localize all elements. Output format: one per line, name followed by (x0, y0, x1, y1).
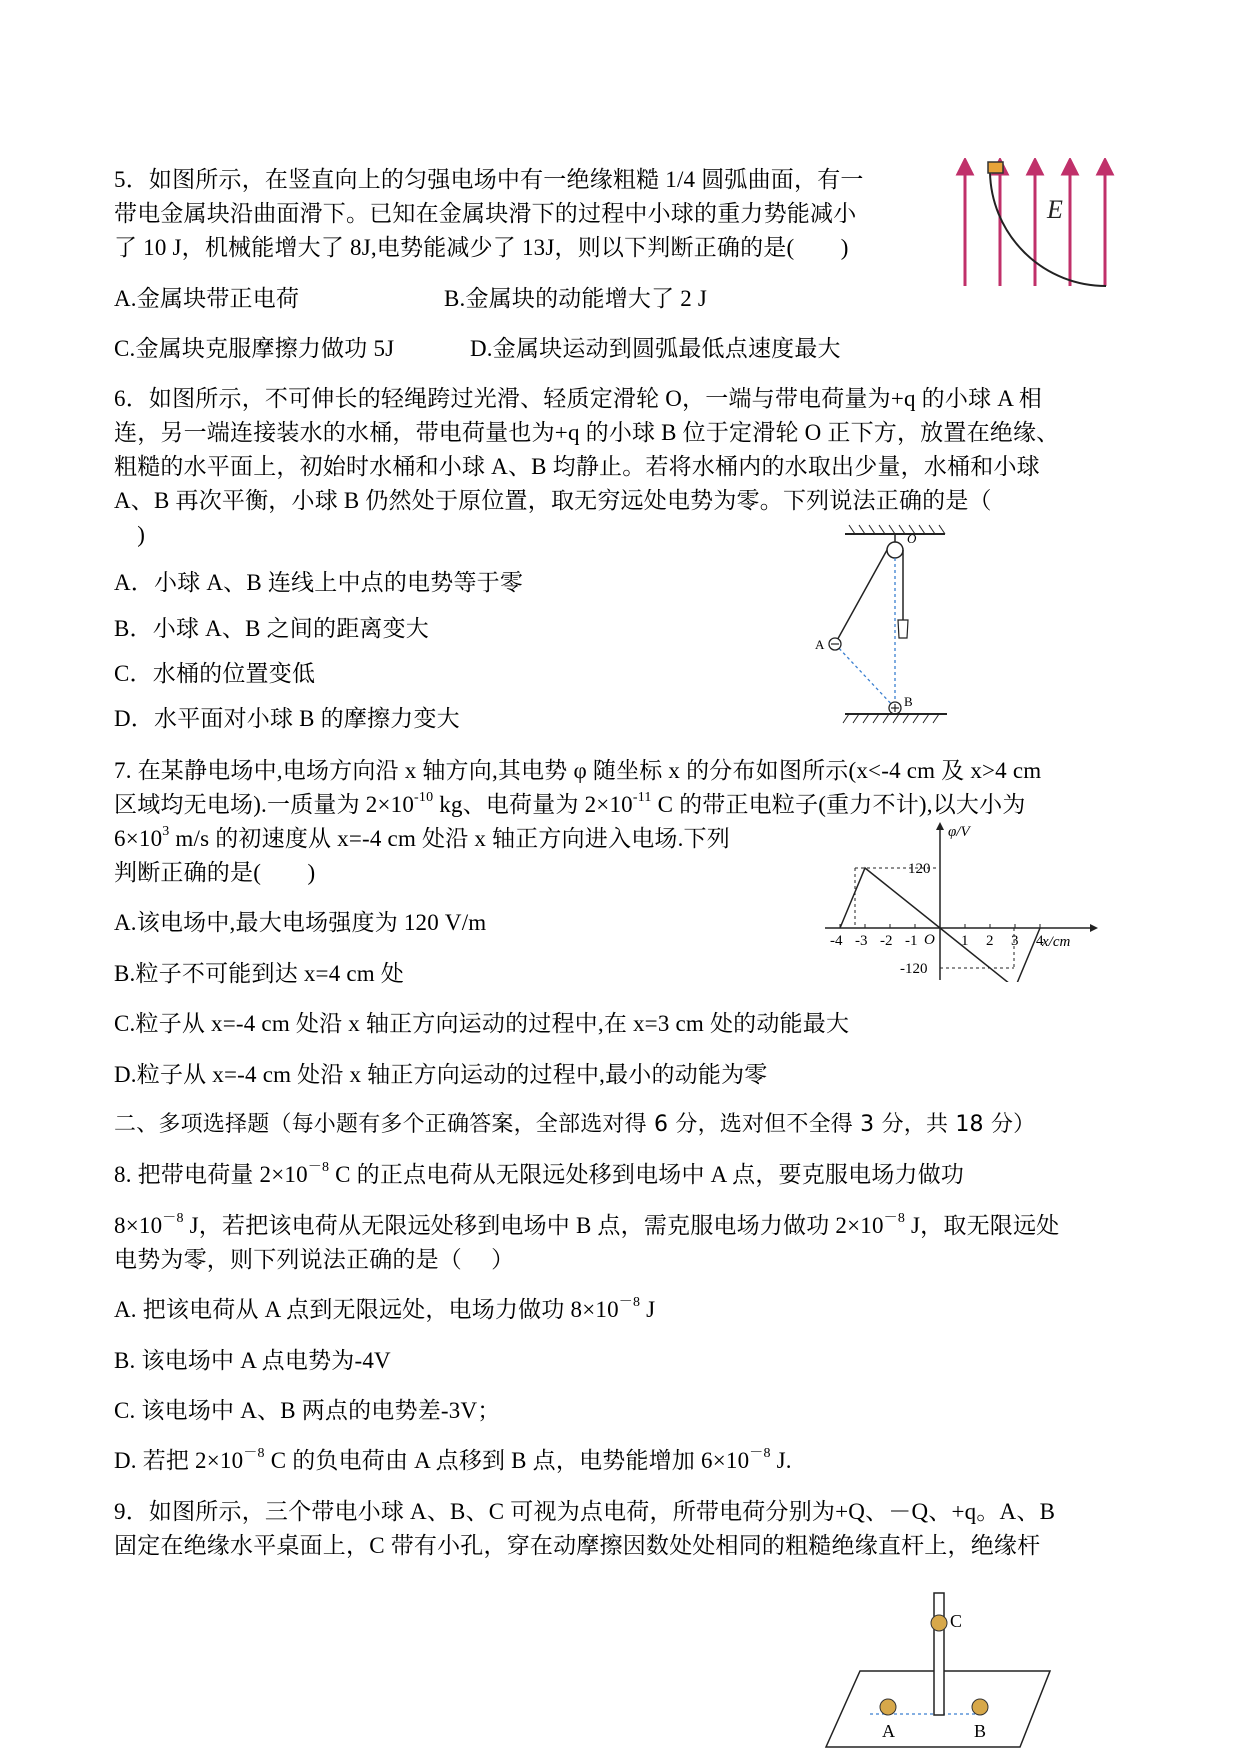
q7-option-c: C.粒子从 x=-4 cm 处沿 x 轴正方向运动的过程中,在 x=3 cm 处的动能最大 (114, 1011, 850, 1036)
ball-a-label: A (815, 637, 825, 652)
q6-option-a: A．小球 A、B 连线上中点的电势等于零 (114, 570, 524, 595)
x-tick-label: 3 (1011, 933, 1019, 949)
x-tick-label: 4 (1036, 933, 1044, 949)
section-2-heading: 二、多项选择题（每小题有多个正确答案，全部选对得 6 分，选对但不全得 3 分，共 18 分） (114, 1112, 1036, 1137)
q7-line-4: 判断正确的是( ) (114, 860, 316, 885)
q7-line-3: $6\times 10^3$ m/s 的初速度从 x=-4 cm 处沿 x 轴正方向进入电场.下列 (114, 824, 730, 851)
q6-line-1: 6．如图所示，不可伸长的轻绳跨过光滑、轻质定滑轮 O，一端与带电荷量为+q 的小球 A 相 (114, 386, 1042, 411)
q8-line-2: $8\times 10^{-8}$ J，若把该电荷从无限远处移到电场中 B 点，需克服电场力做功 $2\times 10^{-8}$ J，取无限远处 (114, 1211, 1060, 1238)
x-tick-label: 1 (961, 933, 969, 949)
tick-neg-120: -120 (900, 961, 928, 977)
q7-option-d: D.粒子从 x=-4 cm 处沿 x 轴正方向运动的过程中,最小的动能为零 (114, 1062, 768, 1087)
x-tick-label: 2 (986, 933, 994, 949)
q9-figure-charges (810, 1585, 1060, 1750)
x-tick-label: -1 (905, 933, 918, 949)
q8-option-a: A. 把该电荷从 A 点到无限远处，电场力做功 $8\times 10^{-8}$ J (114, 1295, 656, 1322)
q9-line-2: 固定在绝缘水平桌面上，C 带有小孔，穿在动摩擦因数处处相同的粗糙绝缘直杆上，绝缘杆 (114, 1533, 1041, 1558)
q7-line-1: 7. 在某静电场中,电场方向沿 x 轴方向,其电势 φ 随坐标 x 的分布如图所示(x<-4 cm 及 x>4 cm (114, 758, 1042, 783)
q5-line-3: 了 10 J，机械能增大了 8J,电势能减少了 13J，则以下判断正确的是( ) (114, 235, 849, 260)
q8-line-1: 8. 把带电荷量 $2\times 10^{-8}$ C 的正点电荷从无限远处移到电场中 A 点，要克服电场力做功 (114, 1160, 965, 1187)
field-label-e: E (1047, 195, 1063, 224)
y-axis-label: φ/V (948, 824, 970, 840)
ball-b (972, 1699, 988, 1715)
q5-option-c: C.金属块克服摩擦力做功 5J (114, 336, 395, 361)
q9-line-1: 9．如图所示，三个带电小球 A、B、C 可视为点电荷，所带电荷分别为+Q、－Q、+q。A、B (114, 1499, 1056, 1524)
q6-line-5: ) (114, 522, 146, 547)
water-bucket (898, 620, 908, 638)
insulating-rod (934, 1593, 944, 1715)
q7-figure-potential-graph (820, 820, 1100, 982)
q8-line-3: 电势为零，则下列说法正确的是（ ） (114, 1247, 515, 1272)
q6-line-2: 连，另一端连接装水的水桶，带电荷量也为+q 的小球 B 位于定滑轮 O 正下方，放置在绝缘、 (114, 420, 1060, 445)
q8-option-c: C. 该电场中 A、B 两点的电势差-3V； (114, 1398, 501, 1423)
ball-b-label: B (904, 694, 913, 709)
x-tick-label: -2 (880, 933, 893, 949)
q6-line-4: A、B 再次平衡，小球 B 仍然处于原位置，取无穷远处电势为零。下列说法正确的是（ (114, 488, 992, 513)
q7-option-b: B.粒子不可能到达 x=4 cm 处 (114, 961, 405, 986)
ball-a (880, 1699, 896, 1715)
q5-option-d: D.金属块运动到圆弧最低点速度最大 (470, 336, 841, 361)
ball-c (931, 1615, 947, 1631)
q6-line-3: 粗糙的水平面上，初始时水桶和小球 A、B 均静止。若将水桶内的水取出少量，水桶和小球 (114, 454, 1040, 479)
q6-option-d: D．水平面对小球 B 的摩擦力变大 (114, 706, 460, 731)
origin-label: O (924, 932, 935, 948)
q8-option-b: B. 该电场中 A 点电势为-4V (114, 1348, 391, 1373)
x-tick-label: -4 (830, 933, 843, 949)
tick-120: 120 (908, 861, 931, 877)
ball-a-label: A (882, 1721, 895, 1741)
x-tick-label: -3 (855, 933, 868, 949)
q5-line-1: 5．如图所示，在竖直向上的匀强电场中有一绝缘粗糙 1/4 圆弧曲面，有一 (114, 167, 864, 192)
q5-option-a: A.金属块带正电荷 (114, 286, 300, 311)
q7-option-a: A.该电场中,最大电场强度为 120 V/m (114, 910, 487, 935)
q8-option-d: D. 若把 $2\times 10^{-8}$ C 的负电荷由 A 点移到 B 点，电势能增加 $6\times 10^{-8}$ J. (114, 1446, 792, 1473)
ball-b-label: B (974, 1721, 987, 1741)
q6-figure-pulley (815, 522, 965, 727)
ball-c-label: C (950, 1611, 963, 1631)
pulley-o (887, 542, 903, 558)
pulley-o-label: O (907, 531, 917, 546)
q6-option-c: C．水桶的位置变低 (114, 661, 316, 686)
q6-option-b: B．小球 A、B 之间的距离变大 (114, 616, 429, 641)
x-axis-label: x/cm (1042, 934, 1071, 950)
q5-line-2: 带电金属块沿曲面滑下。已知在金属块滑下的过程中小球的重力势能减小 (114, 201, 857, 226)
q5-option-b: B.金属块的动能增大了 2 J (444, 286, 708, 311)
metal-block (988, 162, 1003, 173)
q5-figure-electric-field (955, 158, 1135, 288)
q7-line-2: 区域均无电场).一质量为 $2\times 10^{-10}$ kg、电荷量为 $2\times 10^{-11}$ C 的带正电粒子(重力不计),以大小为 (114, 790, 1026, 817)
